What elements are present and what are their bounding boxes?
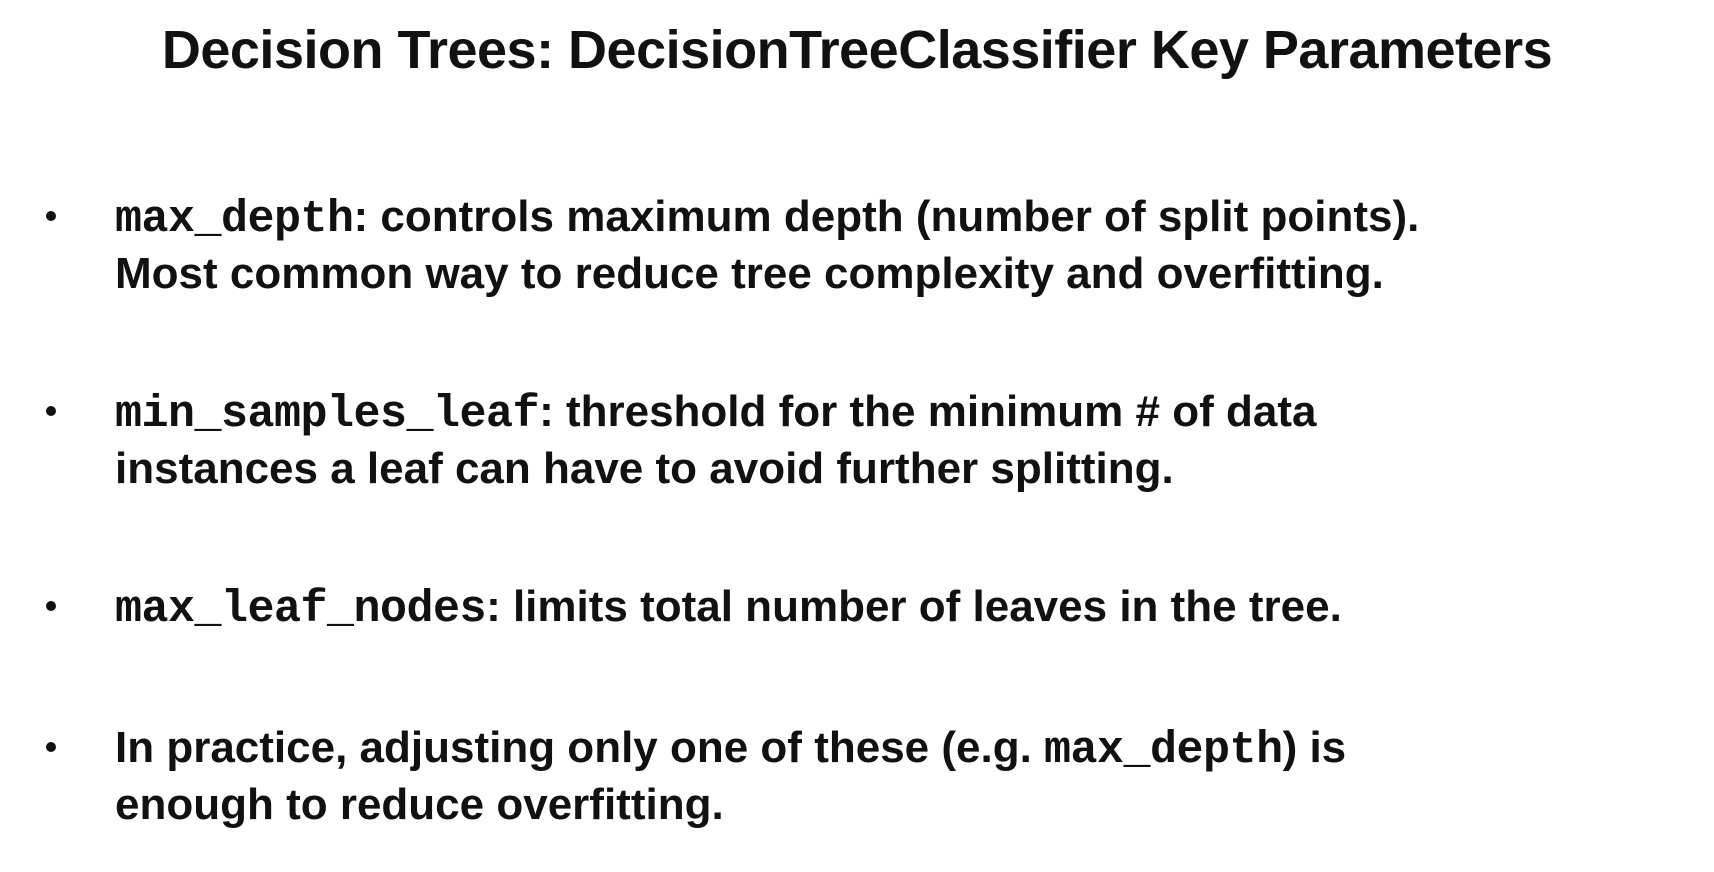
bullet-item-max-leaf-nodes: [36, 580, 1696, 637]
bullet-text: : limits total number of leaves in the tree.: [486, 582, 1342, 631]
parameter-name: max_depth: [115, 194, 354, 245]
bullet-dot-icon: [46, 406, 56, 416]
bullet-dot-icon: [46, 601, 56, 611]
bullet-dot-icon: [46, 211, 56, 221]
bullet-text: In practice, adjusting only one of these (e.g.: [115, 723, 1045, 772]
bullet-line: [115, 385, 1696, 442]
bullet-line: [115, 190, 1696, 247]
bullet-continuation: Most common way to reduce tree complexity and overfitting.: [115, 249, 1384, 298]
bullet-text: : threshold for the minimum # of data: [539, 387, 1317, 436]
bullet-continuation: enough to reduce overfitting.: [115, 780, 724, 829]
bullet-text: ) is: [1282, 723, 1347, 772]
bullet-continuation: instances a leaf can have to avoid further splitting.: [115, 444, 1174, 493]
bullet-item-practice-note: [36, 721, 1696, 832]
parameter-name: min_samples_leaf: [115, 389, 540, 440]
bullet-line: [115, 580, 1696, 637]
bullet-item-max-depth: [36, 190, 1696, 301]
parameter-name: max_leaf_nodes: [115, 584, 487, 635]
bullet-text: : controls maximum depth (number of split points).: [353, 192, 1420, 241]
bullet-list: [36, 190, 1696, 832]
bullet-line: [115, 721, 1696, 778]
bullet-dot-icon: [46, 742, 56, 752]
parameter-name: max_depth: [1044, 725, 1283, 776]
slide-title: Decision Trees: DecisionTreeClassifier Key Parameters: [161, 20, 1553, 80]
bullet-item-min-samples-leaf: [36, 385, 1696, 496]
